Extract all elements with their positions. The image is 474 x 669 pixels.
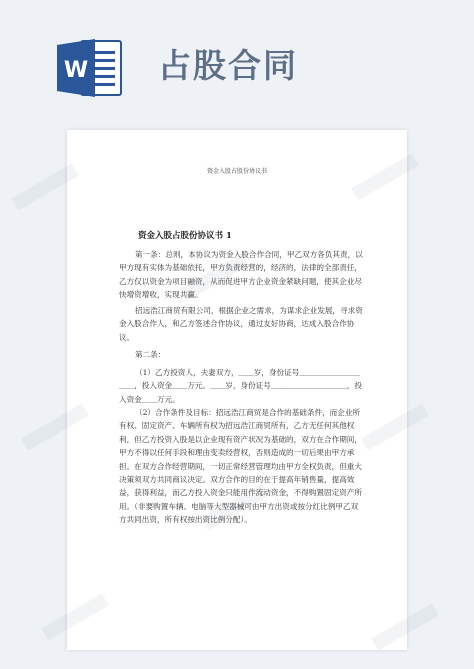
document-page: [67, 130, 407, 650]
paragraph-article-1: 第一条：总则，本协议为资金入股合作合同，甲乙双方各负其责，以甲方现有实体为基础依托，甲方负责经营的，经济的，法律的全部责任，乙方仅以资金为项目融资，从而促进甲方企业资金紧缺问题，使其企业尽快增资增收，实现共赢。: [119, 250, 363, 300]
banner-title: 占股合同: [158, 46, 298, 85]
word-logo-letter: W: [63, 58, 89, 83]
page-header: 资金入股占股份协议书: [206, 168, 267, 175]
document-title: 资金入股占股份协议书 1: [138, 231, 232, 241]
paragraph-cooperation-terms: （2）合作条件及目标：招远浩江商贸是合作的基础条件，而企业所有权、固定资产、车辆所有权为招远浩江商贸所有，乙方无任何其他权利，但乙方投资入股是以企业现有资产状况为基础的，双方在合作期间，甲方不得以任何手段和理由变卖经营权，否则造成的一切后果由甲方承担。在双方合作经营期间，一切正常经营管理均由甲方全权负责，但重大决策须双方共同商议决定。双方合作的目的在于提高年销售量，提高效益，获得利益，而乙方投入资金只能用作流动资金，不得购置固定资产所用。（非要购置车辆、电脑等大型器械可由甲方出资或按分红比例甲乙双方共同出资，所有权按出资比例分配）。: [119, 408, 362, 525]
paragraph-article-2-heading: 第二条：: [135, 350, 166, 359]
banner: [0, 0, 474, 118]
paragraph-investor-info: （1）乙方投资人，夫妻双方，＿＿岁，身份证号＿＿＿＿＿＿＿＿＿＿，投入资金＿＿万元。＿＿岁，身份证号＿＿＿＿＿＿＿＿＿＿，投入资金＿＿万元。: [119, 368, 362, 404]
word-document-icon: [57, 37, 123, 99]
paragraph-company-intro: 招远浩江商贸有限公司，根据企业之需求，为谋求企业发展，寻求资金入股合作人，和乙方签述合作协议，通过友好协商，达成入股合作协议。: [119, 306, 363, 342]
